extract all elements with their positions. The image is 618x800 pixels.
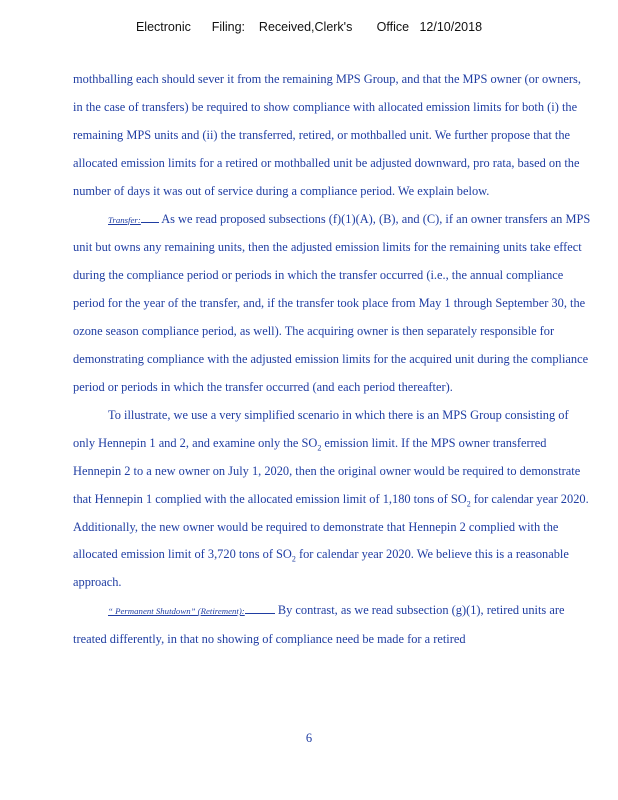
paragraph-transfer bbox=[73, 206, 593, 402]
heading-underline bbox=[245, 603, 275, 614]
document-body bbox=[73, 66, 593, 654]
illustration-part-1: To illustrate, we use a very simplified scenario in which there is an MPS Group consisting of only Hennepin 1 and 2, and examine only the SO bbox=[73, 407, 569, 450]
transfer-heading: Transfer: bbox=[108, 214, 141, 225]
paragraph-1: mothballing each should sever it from the remaining MPS Group, and that the MPS owner (or owners, in the case of transfers) be required to show compliance with allocated emission limits for both (i) the remaining MPS units and (ii) the transferred, retired, or mothballed unit. We further propose that the allocated emission limits for a retired or mothballed unit be adjusted downward, pro rata, based on the number of days it was out of service during a compliance period. We explain below. bbox=[73, 72, 581, 198]
paragraph-illustration bbox=[73, 402, 593, 597]
retirement-body: By contrast, as we read subsection (g)(1), retired units are treated differently, in that no showing of compliance need be made for a retired bbox=[73, 603, 565, 647]
page-number: 6 bbox=[305, 731, 313, 745]
so2-subscript-1: 2 bbox=[317, 443, 322, 453]
illustration-part-3: for calendar year 2020. Additionally, the new owner would be required to demonstrate that Hennepin 2 complied with the allocated emission limit of 3,720 tons of SO bbox=[73, 491, 589, 562]
illustration-part-4: for calendar year 2020. We believe this is a reasonable approach. bbox=[73, 547, 569, 590]
so2-subscript-2: 2 bbox=[466, 499, 471, 509]
illustration-part-2: emission limit. If the MPS owner transferred Hennepin 2 to a new owner on July 1, 2020, then the original owner would be required to demonstrate that Hennepin 1 complied with the allocated emission limit of 1,180 tons of SO bbox=[73, 435, 581, 506]
transfer-body: As we read proposed subsections (f)(1)(A), (B), and (C), if an owner transfers an MPS unit but owns any remaining units, then the adjusted emission limits for the remaining units take effect during the compliance period or periods in which the transfer occurred (i.e., the annual compliance period for the year of the transfer, and, if the transfer took place from May 1 through September 30, the ozone season compliance period, as well). The acquiring owner is then separately responsible for demonstrating compliance with the adjusted emission limits for the acquired unit during the compliance period or periods in which the transfer occurred (and each period thereafter). bbox=[73, 211, 591, 394]
filing-header: Electronic Filing: Received,Clerk's Office 12/10/2018 bbox=[135, 20, 483, 34]
so2-subscript-3: 2 bbox=[291, 554, 296, 564]
heading-underline bbox=[141, 212, 159, 223]
retirement-heading: “ Permanent Shutdown” (Retirement): bbox=[108, 606, 245, 617]
paragraph-retirement bbox=[73, 597, 593, 654]
